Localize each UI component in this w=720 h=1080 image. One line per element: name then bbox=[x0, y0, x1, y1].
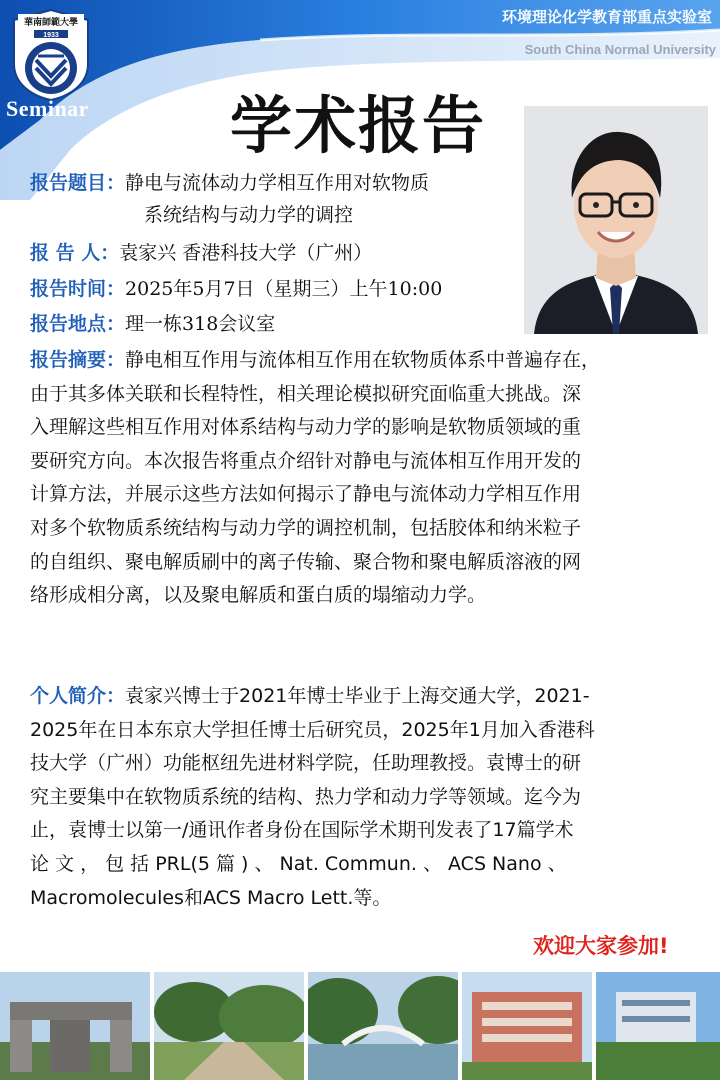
lab-name-cn: 环境理论化学教育部重点实验室 bbox=[501, 8, 712, 26]
abstract-line: 由于其多体关联和长程特性，相关理论模拟研究面临重大挑战。深 bbox=[30, 382, 582, 405]
campus-bridge-photo bbox=[308, 972, 458, 1080]
bio-line: 论 文 ， 包 括 PRL(5 篇 ) 、 Nat. Commun. 、 ACS Nano 、 bbox=[30, 852, 567, 875]
bio-line: 止，袁博士以第一/通讯作者身份在国际学术期刊发表了17篇学术 bbox=[30, 819, 574, 842]
svg-text:華南師範大學: 華南師範大學 bbox=[23, 18, 79, 28]
campus-gate-photo bbox=[0, 972, 150, 1080]
seminar-label: Seminar bbox=[6, 96, 89, 121]
logo-year: 1933 bbox=[43, 32, 59, 39]
bio-line: 究主要集中在软物质系统的结构、热力学和动力学等领域。迄今为 bbox=[30, 785, 582, 808]
speaker-value: 袁家兴 香港科技大学（广州） bbox=[119, 242, 373, 264]
abstract-line: 静电相互作用与流体相互作用在软物质体系中普遍存在， bbox=[125, 349, 601, 371]
bio-line: 袁家兴博士于2021年博士毕业于上海交通大学，2021- bbox=[125, 685, 590, 707]
bio-label: 个人简介： bbox=[30, 685, 126, 707]
bio-section bbox=[30, 680, 700, 915]
topic-line1: 静电与流体动力学相互作用对软物质 bbox=[125, 172, 430, 194]
bio-line: 2025年在日本东京大学担任博士后研究员，2025年1月加入香港科 bbox=[30, 718, 595, 741]
abstract-line: 络形成相分离，以及聚电解质和蛋白质的塌缩动力学。 bbox=[30, 584, 487, 607]
place-label: 报告地点： bbox=[30, 313, 126, 335]
time-label: 报告时间： bbox=[30, 278, 126, 300]
speaker-row bbox=[30, 238, 372, 268]
speaker-label: 报 告 人： bbox=[30, 242, 120, 264]
poster-title: 学术报告 bbox=[230, 89, 487, 162]
campus-lake-photo bbox=[596, 972, 720, 1080]
place-value: 理一栋318会议室 bbox=[125, 313, 276, 335]
lab-name-en: South China Normal University bbox=[524, 42, 716, 57]
time-row bbox=[30, 274, 442, 304]
topic-label: 报告题目： bbox=[30, 172, 126, 194]
abstract-line: 计算方法，并展示这些方法如何揭示了静电与流体动力学相互作用 bbox=[30, 483, 582, 506]
place-row bbox=[30, 309, 275, 339]
abstract-line: 入理解这些相互作用对体系结构与动力学的影响是软物质领域的重 bbox=[30, 416, 582, 439]
speaker-photo bbox=[524, 106, 708, 334]
abstract-line: 的自组织、聚电解质刷中的离子传输、聚合物和聚电解质溶液的网 bbox=[30, 550, 582, 573]
bio-line: 技大学（广州）功能枢纽先进材料学院，任助理教授。袁博士的研 bbox=[30, 752, 582, 775]
bio-line: Macromolecules和ACS Macro Lett.等。 bbox=[30, 886, 392, 909]
university-logo bbox=[8, 6, 94, 102]
campus-photo-strip bbox=[0, 972, 720, 1080]
topic-row bbox=[30, 168, 429, 198]
abstract-section bbox=[30, 344, 700, 613]
campus-building-photo bbox=[462, 972, 592, 1080]
welcome-text: 欢迎大家参加! bbox=[533, 934, 669, 958]
abstract-line: 要研究方向。本次报告将重点介绍针对静电与流体相互作用开发的 bbox=[30, 449, 582, 472]
topic-line2: 系统结构与动力学的调控 bbox=[144, 204, 354, 226]
abstract-label: 报告摘要： bbox=[30, 349, 126, 371]
topic-row-2 bbox=[144, 200, 353, 230]
campus-garden-photo bbox=[154, 972, 304, 1080]
time-value: 2025年5月7日（星期三）上午10:00 bbox=[125, 278, 443, 300]
abstract-line: 对多个软物质系统结构与动力学的调控机制，包括胶体和纳米粒子 bbox=[30, 516, 582, 539]
